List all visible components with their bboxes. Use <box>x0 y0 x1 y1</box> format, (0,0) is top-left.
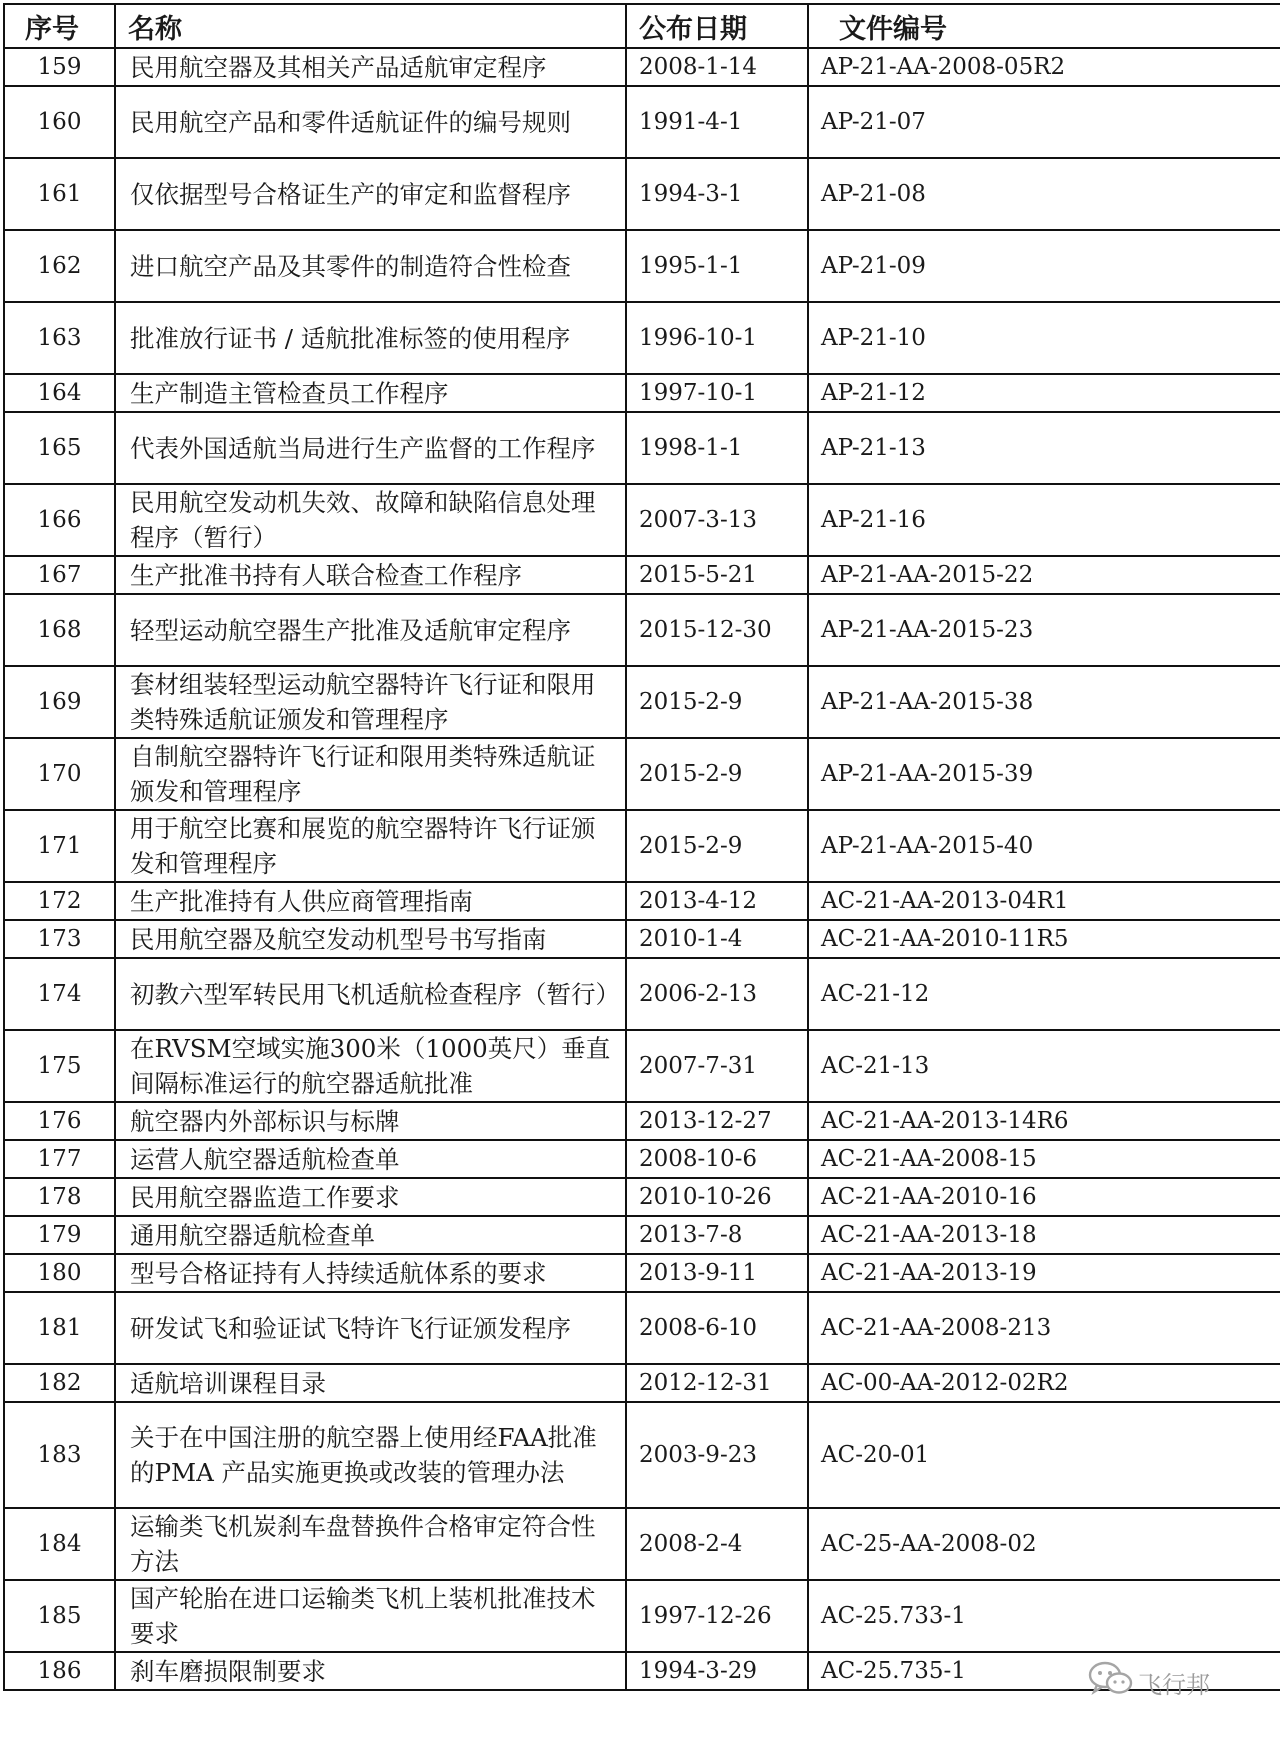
cell-name: 型号合格证持有人持续适航体系的要求 <box>115 1254 626 1292</box>
cell-document-number: AP-21-16 <box>808 484 1280 556</box>
cell-document-number: AP-21-AA-2015-40 <box>808 810 1280 882</box>
table-row <box>4 1254 1280 1292</box>
cell-serial-number: 182 <box>4 1364 115 1402</box>
cell-publish-date: 2015-5-21 <box>626 556 808 594</box>
cell-serial-number: 179 <box>4 1216 115 1254</box>
cell-document-number: AP-21-13 <box>808 412 1280 484</box>
table-row <box>4 1580 1280 1652</box>
header-row <box>4 4 1280 48</box>
cell-name: 进口航空产品及其零件的制造符合性检查 <box>115 230 626 302</box>
table-row <box>4 412 1280 484</box>
cell-name: 初教六型军转民用飞机适航检查程序（暂行） <box>115 958 626 1030</box>
cell-serial-number: 181 <box>4 1292 115 1364</box>
cell-serial-number: 173 <box>4 920 115 958</box>
cell-serial-number: 178 <box>4 1178 115 1216</box>
table-row <box>4 1508 1280 1580</box>
cell-document-number: AP-21-AA-2015-23 <box>808 594 1280 666</box>
table-row <box>4 1030 1280 1102</box>
cell-serial-number: 171 <box>4 810 115 882</box>
table-row <box>4 1402 1280 1508</box>
header-document-number: 文件编号 <box>808 4 1280 48</box>
cell-document-number: AC-21-AA-2010-11R5 <box>808 920 1280 958</box>
cell-publish-date: 2015-2-9 <box>626 666 808 738</box>
table-row <box>4 666 1280 738</box>
table-row <box>4 48 1280 86</box>
cell-publish-date: 1994-3-1 <box>626 158 808 230</box>
cell-publish-date: 2010-1-4 <box>626 920 808 958</box>
cell-name: 生产批准书持有人联合检查工作程序 <box>115 556 626 594</box>
cell-document-number: AC-25.735-1 <box>808 1652 1280 1690</box>
cell-name: 在RVSM空域实施300米（1000英尺）垂直间隔标准运行的航空器适航批准 <box>115 1030 626 1102</box>
table-body <box>4 48 1280 1690</box>
cell-name: 运输类飞机炭刹车盘替换件合格审定符合性方法 <box>115 1508 626 1580</box>
cell-publish-date: 2008-1-14 <box>626 48 808 86</box>
cell-name: 民用航空产品和零件适航证件的编号规则 <box>115 86 626 158</box>
cell-document-number: AP-21-09 <box>808 230 1280 302</box>
cell-name: 民用航空器监造工作要求 <box>115 1178 626 1216</box>
cell-publish-date: 2015-12-30 <box>626 594 808 666</box>
cell-serial-number: 161 <box>4 158 115 230</box>
cell-serial-number: 184 <box>4 1508 115 1580</box>
cell-name: 仅依据型号合格证生产的审定和监督程序 <box>115 158 626 230</box>
wechat-icon <box>1088 1661 1134 1703</box>
cell-document-number: AC-21-AA-2013-18 <box>808 1216 1280 1254</box>
cell-serial-number: 183 <box>4 1402 115 1508</box>
cell-publish-date: 2006-2-13 <box>626 958 808 1030</box>
table-row <box>4 484 1280 556</box>
table-row <box>4 1140 1280 1178</box>
table-row <box>4 594 1280 666</box>
cell-name: 批准放行证书 / 适航批准标签的使用程序 <box>115 302 626 374</box>
cell-publish-date: 2012-12-31 <box>626 1364 808 1402</box>
cell-publish-date: 2015-2-9 <box>626 810 808 882</box>
table-row <box>4 958 1280 1030</box>
cell-name: 刹车磨损限制要求 <box>115 1652 626 1690</box>
cell-document-number: AC-25-AA-2008-02 <box>808 1508 1280 1580</box>
cell-document-number: AP-21-AA-2015-22 <box>808 556 1280 594</box>
cell-publish-date: 2013-12-27 <box>626 1102 808 1140</box>
cell-document-number: AP-21-07 <box>808 86 1280 158</box>
cell-serial-number: 160 <box>4 86 115 158</box>
cell-serial-number: 185 <box>4 1580 115 1652</box>
cell-document-number: AC-20-01 <box>808 1402 1280 1508</box>
cell-document-number: AC-21-12 <box>808 958 1280 1030</box>
cell-publish-date: 1991-4-1 <box>626 86 808 158</box>
cell-serial-number: 169 <box>4 666 115 738</box>
cell-publish-date: 2010-10-26 <box>626 1178 808 1216</box>
cell-serial-number: 180 <box>4 1254 115 1292</box>
cell-publish-date: 2013-9-11 <box>626 1254 808 1292</box>
cell-document-number: AC-21-AA-2013-14R6 <box>808 1102 1280 1140</box>
table-row <box>4 1216 1280 1254</box>
cell-serial-number: 164 <box>4 374 115 412</box>
cell-document-number: AP-21-12 <box>808 374 1280 412</box>
cell-document-number: AP-21-10 <box>808 302 1280 374</box>
table-row <box>4 86 1280 158</box>
cell-name: 运营人航空器适航检查单 <box>115 1140 626 1178</box>
cell-document-number: AC-21-AA-2008-15 <box>808 1140 1280 1178</box>
cell-name: 通用航空器适航检查单 <box>115 1216 626 1254</box>
table-row <box>4 1178 1280 1216</box>
table-row <box>4 810 1280 882</box>
cell-publish-date: 2007-3-13 <box>626 484 808 556</box>
cell-publish-date: 2008-10-6 <box>626 1140 808 1178</box>
table-row <box>4 1292 1280 1364</box>
cell-serial-number: 175 <box>4 1030 115 1102</box>
table-row <box>4 556 1280 594</box>
header-name: 名称 <box>115 4 626 48</box>
cell-publish-date: 2008-2-4 <box>626 1508 808 1580</box>
table-row <box>4 882 1280 920</box>
cell-serial-number: 159 <box>4 48 115 86</box>
cell-name: 用于航空比赛和展览的航空器特许飞行证颁发和管理程序 <box>115 810 626 882</box>
cell-serial-number: 172 <box>4 882 115 920</box>
table-row <box>4 1364 1280 1402</box>
table-row <box>4 302 1280 374</box>
table-row <box>4 230 1280 302</box>
cell-name: 民用航空器及航空发动机型号书写指南 <box>115 920 626 958</box>
table-row <box>4 920 1280 958</box>
cell-serial-number: 162 <box>4 230 115 302</box>
cell-name: 国产轮胎在进口运输类飞机上装机批准技术要求 <box>115 1580 626 1652</box>
table-row <box>4 158 1280 230</box>
cell-publish-date: 2013-7-8 <box>626 1216 808 1254</box>
cell-document-number: AP-21-AA-2015-39 <box>808 738 1280 810</box>
cell-name: 代表外国适航当局进行生产监督的工作程序 <box>115 412 626 484</box>
cell-publish-date: 1997-10-1 <box>626 374 808 412</box>
cell-document-number: AC-21-AA-2013-19 <box>808 1254 1280 1292</box>
cell-publish-date: 1994-3-29 <box>626 1652 808 1690</box>
cell-serial-number: 170 <box>4 738 115 810</box>
table-row <box>4 1102 1280 1140</box>
cell-publish-date: 2013-4-12 <box>626 882 808 920</box>
cell-document-number: AP-21-AA-2008-05R2 <box>808 48 1280 86</box>
cell-serial-number: 168 <box>4 594 115 666</box>
cell-publish-date: 2007-7-31 <box>626 1030 808 1102</box>
cell-document-number: AC-21-AA-2010-16 <box>808 1178 1280 1216</box>
cell-document-number: AC-21-13 <box>808 1030 1280 1102</box>
cell-name: 生产批准持有人供应商管理指南 <box>115 882 626 920</box>
cell-name: 关于在中国注册的航空器上使用经FAA批准的PMA 产品实施更换或改装的管理办法 <box>115 1402 626 1508</box>
cell-serial-number: 163 <box>4 302 115 374</box>
cell-serial-number: 166 <box>4 484 115 556</box>
cell-publish-date: 1997-12-26 <box>626 1580 808 1652</box>
cell-document-number: AC-21-AA-2013-04R1 <box>808 882 1280 920</box>
table-row <box>4 738 1280 810</box>
cell-document-number: AP-21-08 <box>808 158 1280 230</box>
cell-serial-number: 165 <box>4 412 115 484</box>
cell-publish-date: 1998-1-1 <box>626 412 808 484</box>
cell-name: 自制航空器特许飞行证和限用类特殊适航证颁发和管理程序 <box>115 738 626 810</box>
cell-name: 轻型运动航空器生产批准及适航审定程序 <box>115 594 626 666</box>
cell-serial-number: 174 <box>4 958 115 1030</box>
cell-name: 生产制造主管检查员工作程序 <box>115 374 626 412</box>
cell-publish-date: 1995-1-1 <box>626 230 808 302</box>
watermark-text: 飞行邦 <box>1138 1670 1210 1699</box>
cell-serial-number: 186 <box>4 1652 115 1690</box>
cell-name: 民用航空发动机失效、故障和缺陷信息处理程序（暂行） <box>115 484 626 556</box>
cell-document-number: AC-25.733-1 <box>808 1580 1280 1652</box>
cell-serial-number: 177 <box>4 1140 115 1178</box>
cell-name: 民用航空器及其相关产品适航审定程序 <box>115 48 626 86</box>
cell-serial-number: 176 <box>4 1102 115 1140</box>
cell-name: 适航培训课程目录 <box>115 1364 626 1402</box>
cell-publish-date: 2008-6-10 <box>626 1292 808 1364</box>
cell-name: 航空器内外部标识与标牌 <box>115 1102 626 1140</box>
cell-name: 研发试飞和验证试飞特许飞行证颁发程序 <box>115 1292 626 1364</box>
cell-publish-date: 2015-2-9 <box>626 738 808 810</box>
cell-document-number: AC-00-AA-2012-02R2 <box>808 1364 1280 1402</box>
table-row <box>4 374 1280 412</box>
cell-publish-date: 1996-10-1 <box>626 302 808 374</box>
watermark <box>1088 1662 1268 1702</box>
regulation-table <box>3 3 1280 1691</box>
cell-name: 套材组装轻型运动航空器特许飞行证和限用类特殊适航证颁发和管理程序 <box>115 666 626 738</box>
cell-document-number: AC-21-AA-2008-213 <box>808 1292 1280 1364</box>
cell-publish-date: 2003-9-23 <box>626 1402 808 1508</box>
header-serial-number: 序号 <box>4 4 115 48</box>
cell-serial-number: 167 <box>4 556 115 594</box>
header-publish-date: 公布日期 <box>626 4 808 48</box>
cell-document-number: AP-21-AA-2015-38 <box>808 666 1280 738</box>
